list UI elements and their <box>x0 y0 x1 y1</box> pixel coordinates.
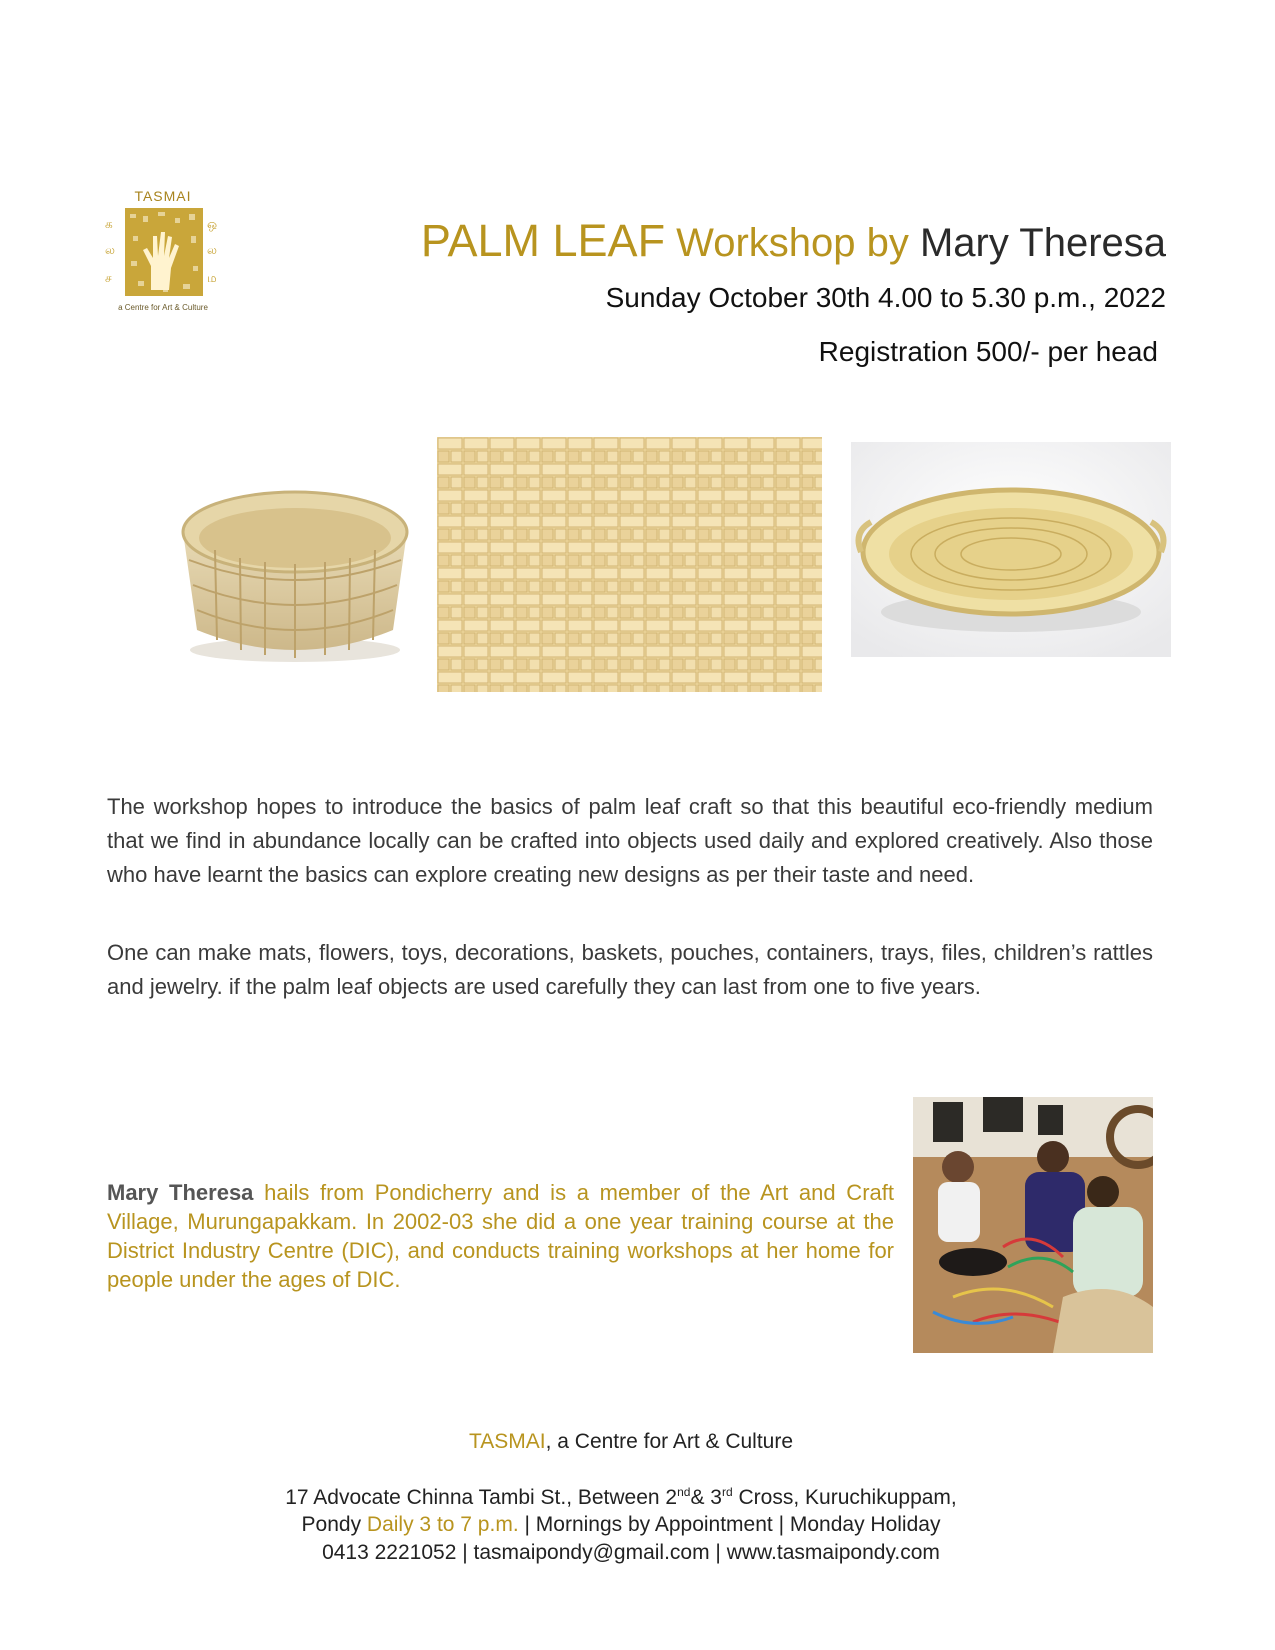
title-palm-leaf: PALM LEAF <box>420 215 666 266</box>
address-sup: nd <box>677 1485 691 1499</box>
svg-text:ம: ம <box>207 271 217 285</box>
instructor-bio <box>107 1178 894 1294</box>
intro-paragraph: The workshop hopes to introduce the basics of palm leaf craft so that this beautiful eco-friendly medium that we find in abundance locally can be crafted into objects used daily and explored creatively. Also those who have learnt the basics can explore creating new designs as per their taste and need. <box>107 794 1153 887</box>
svg-text:க: க <box>105 217 113 231</box>
hand-in-square-icon <box>103 206 223 301</box>
footer-contact: 0413 2221052 | tasmaipondy@gmail.com | www.tasmaipondy.com <box>322 1541 940 1564</box>
hours-daily: Daily 3 to 7 p.m. <box>366 1513 519 1536</box>
svg-text:ல: ல <box>207 243 217 257</box>
address-sup: rd <box>722 1485 733 1499</box>
workshop-people-icon <box>913 1097 1153 1353</box>
woven-mat-icon <box>437 437 822 692</box>
logo-brand: TASMAI <box>134 188 192 204</box>
footer-org <box>0 1430 1262 1454</box>
logo-tagline: a Centre for Art & Culture <box>118 303 208 312</box>
event-date: Sunday October 30th 4.00 to 5.30 p.m., 2022 <box>605 282 1166 313</box>
hours-part: Pondy <box>301 1513 367 1536</box>
svg-text:ல: ல <box>105 243 115 257</box>
bio-name: Mary Theresa <box>107 1180 254 1205</box>
bio-text: hails from Pondicherry and is a member of the Art and Craft Village, Murungapakkam. In 2002-03 she did a one year training course at the District Industry Centre (DIC), and conducts training workshops at her home for people under the ages of DIC. <box>107 1180 894 1292</box>
title-workshop-by: Workshop by <box>665 221 920 265</box>
footer-hours <box>0 1513 1242 1537</box>
address-part: 17 Advocate Chinna Tambi St., Between 2 <box>285 1486 678 1509</box>
footer-address <box>0 1485 1242 1510</box>
address-part: Cross, Kuruchikuppam, <box>732 1486 957 1509</box>
registration-fee: Registration 500/- per head <box>818 336 1158 367</box>
page-title <box>420 215 1166 266</box>
oval-tray-icon <box>851 442 1171 657</box>
footer-org-name: TASMAI <box>468 1430 546 1453</box>
tasmai-logo <box>103 188 223 313</box>
svg-text:ச: ச <box>105 271 112 285</box>
title-instructor: Mary Theresa <box>919 221 1166 265</box>
footer-org-suffix: , a Centre for Art & Culture <box>545 1430 794 1453</box>
address-part: & 3 <box>690 1486 722 1509</box>
uses-paragraph: One can make mats, flowers, toys, decorations, baskets, pouches, containers, trays, files, children’s rattles and jewelry. if the palm leaf objects are used carefully they can last from one to five years. <box>107 940 1153 999</box>
round-basket-icon <box>175 480 415 665</box>
hours-part: | Mornings by Appointment | Monday Holiday <box>518 1513 941 1536</box>
svg-text:ஒ: ஒ <box>207 217 218 231</box>
